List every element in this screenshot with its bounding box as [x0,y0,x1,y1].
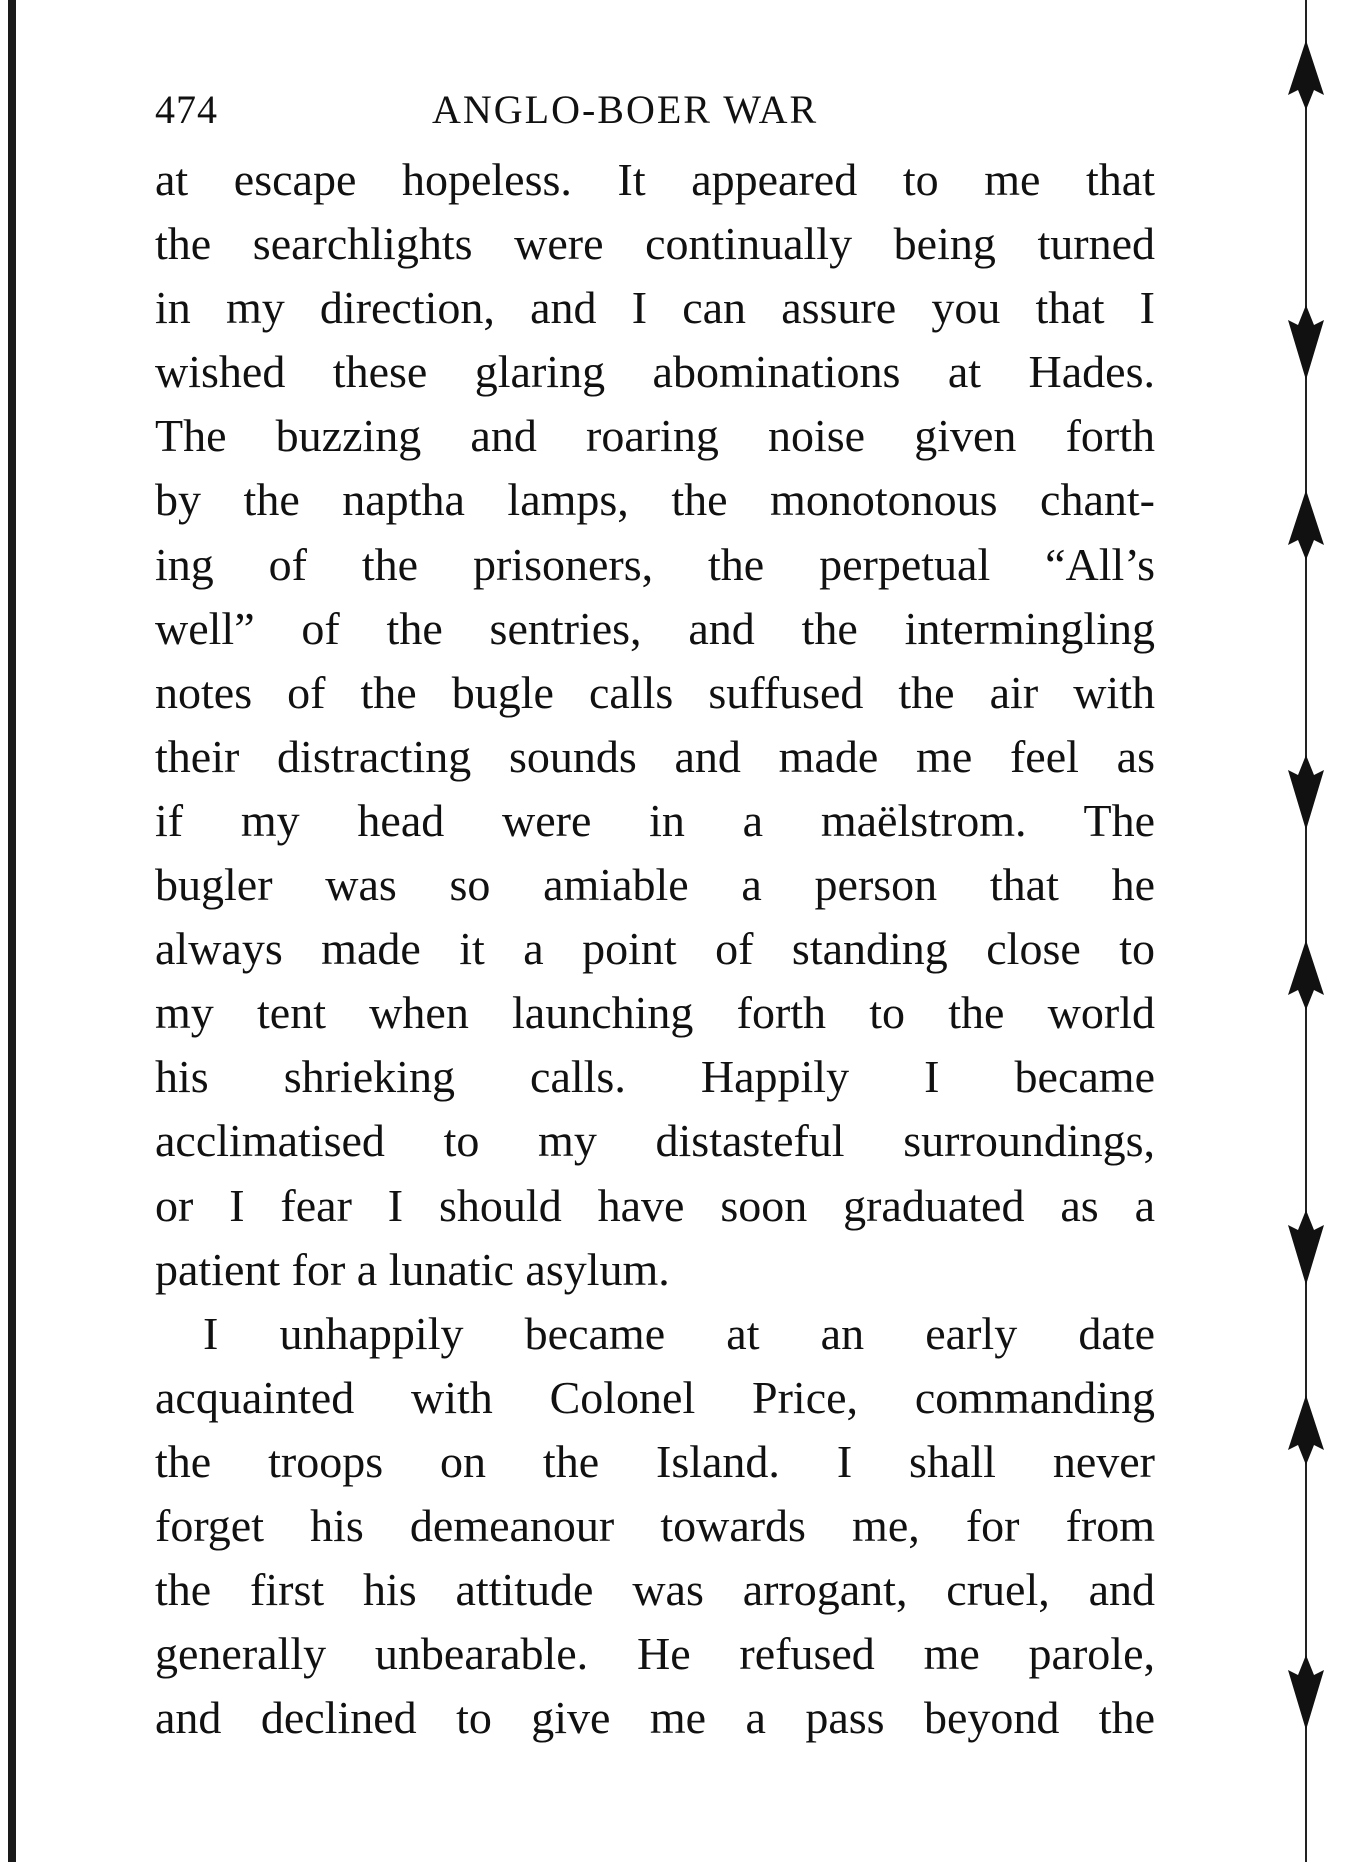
up-arrow-icon [1288,940,1324,1010]
text-line: wished these glaring abominations at Hades. [155,346,1155,398]
text-line: bugler was so amiable a person that he [155,859,1155,911]
text-line: and declined to give me a pass beyond the [155,1692,1155,1744]
text-line: forget his demeanour towards me, for from [155,1499,1155,1551]
down-arrow-icon [1288,1655,1324,1730]
paragraph-2 [155,1302,1155,1751]
text-line: acclimatised to my distasteful surroundings, [155,1115,1155,1167]
down-arrow-icon [1288,755,1324,830]
page-number: 474 [155,87,218,132]
body-text [155,148,1155,1750]
text-line: generally unbearable. He refused me parole, [155,1628,1155,1680]
text-line: if my head were in a maëlstrom. The [155,794,1155,846]
page-edge-ornaments [1268,0,1338,1862]
text-line: ing of the prisoners, the perpetual “All’s [155,538,1155,590]
text-line: the troops on the Island. I shall never [155,1435,1155,1487]
text-line: acquainted with Colonel Price, commanding [155,1371,1155,1423]
down-arrow-icon [1288,305,1324,380]
paragraph-1 [155,148,1155,1302]
page-header [155,86,1155,140]
text-line: in my direction, and I can assure you that I [155,282,1155,334]
text-line: always made it a point of standing close to [155,923,1155,975]
text-line: I unhappily became at an early date [203,1307,1155,1359]
text-line: The buzzing and roaring noise given forth [155,410,1155,462]
up-arrow-icon [1288,490,1324,560]
up-arrow-icon [1288,1395,1324,1465]
text-line: his shrieking calls. Happily I became [155,1051,1155,1103]
text-line: notes of the bugle calls suffused the air with [155,666,1155,718]
page-binding-edge [8,0,16,1862]
text-line: my tent when launching forth to the world [155,987,1155,1039]
text-line: or I fear I should have soon graduated as a [155,1179,1155,1231]
down-arrow-icon [1288,1210,1324,1285]
text-line: the searchlights were continually being turned [155,218,1155,270]
running-head: ANGLO-BOER WAR [432,87,819,132]
text-line: by the naptha lamps, the monotonous chant- [155,474,1155,526]
text-line: their distracting sounds and made me feel as [155,730,1155,782]
text-line: at escape hopeless. It appeared to me that [155,154,1155,205]
text-line: the first his attitude was arrogant, cruel, and [155,1564,1155,1616]
text-line: well” of the sentries, and the intermingling [155,602,1155,654]
text-line: patient for a lunatic asylum. [155,1243,670,1295]
up-arrow-icon [1288,40,1324,110]
